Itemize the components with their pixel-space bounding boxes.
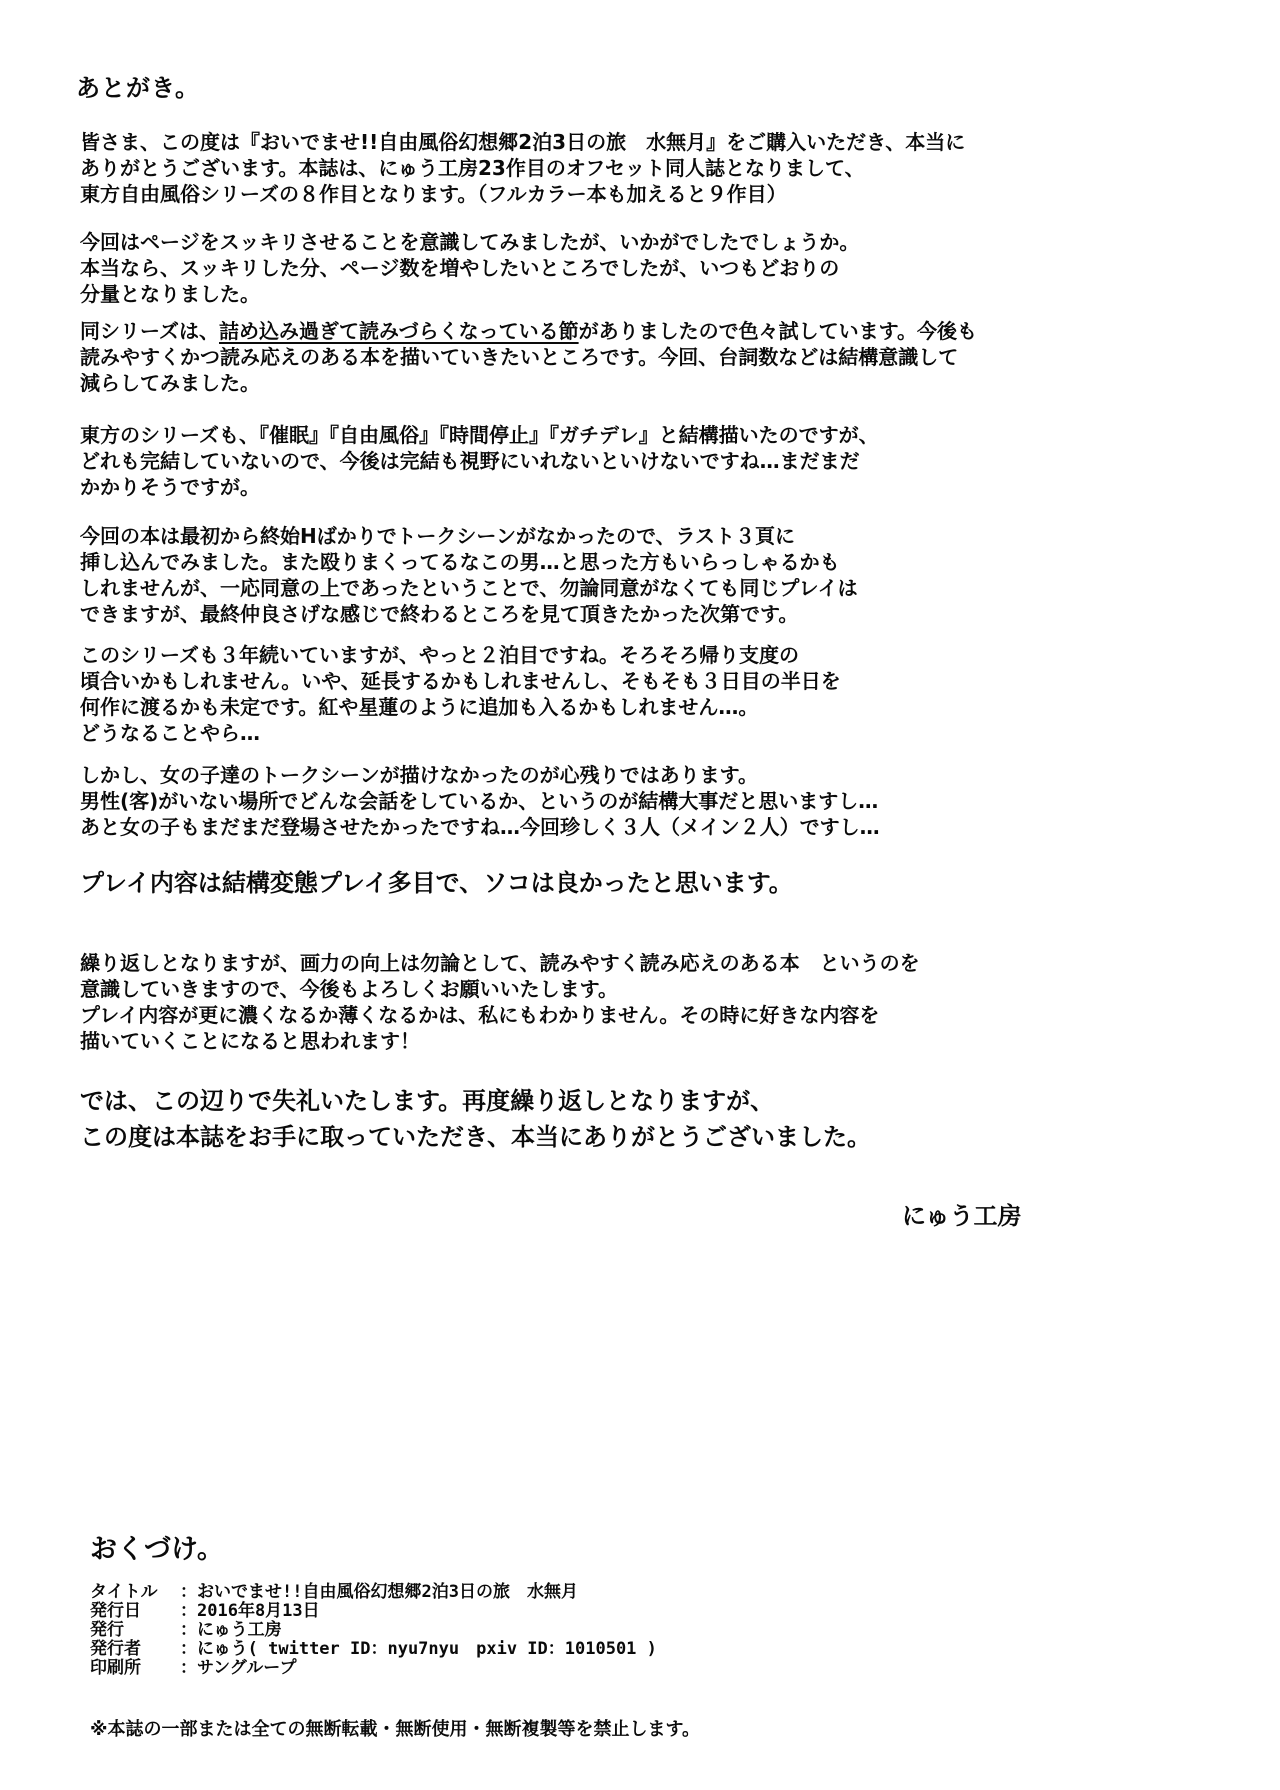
text-line: 皆さま、この度は『おいでませ!!自由風俗幻想郷2泊3日の旅 水無月』をご購入いただき、本当に [80,130,966,154]
text-line: 分量となりました。 [80,282,260,306]
text-line: プレイ内容が更に濃くなるか薄くなるかは、私にもわかりません。その時に好きな内容を [80,1003,880,1027]
colophon-row [90,1659,657,1678]
text-line: 東方自由風俗シリーズの８作目となります。（フルカラー本も加えると９作目） [80,182,787,206]
text-line: 何作に渡るかも未定です。紅や星蓮のように追加も入るかもしれません…。 [80,695,759,719]
colophon-value: ：おいでませ!!自由風俗幻想郷2泊3日の旅 水無月 [180,1582,578,1602]
colophon-value: ：にゅう工房 [180,1620,282,1640]
closing-paragraph [80,1083,871,1155]
afterword-paragraph-6 [80,642,841,746]
afterword-paragraph-5 [80,523,858,627]
text-line: 減らしてみました。 [80,371,260,395]
text-line: ありがとうございます。本誌は、にゅう工房23作目のオフセット同人誌となりまして、 [80,156,865,180]
colophon-label: タイトル [90,1582,158,1602]
text-line: 意識していきますので、今後もよろしくお願いいたします。 [80,977,618,1001]
afterword-heading: あとがき。 [76,74,201,102]
colophon-label: 発行日 [90,1601,141,1621]
copyright-notice: ※本誌の一部または全ての無断転載・無断使用・無断複製等を禁止します。 [90,1719,701,1740]
colophon-row [90,1602,657,1621]
text-line: しかし、女の子達のトークシーンが描けなかったのが心残りではあります。 [80,763,758,787]
text-line: しれませんが、一応同意の上であったということで、勿論同意がなくても同じプレイは [80,576,858,600]
colophon-label: 発行者 [90,1639,141,1659]
text-line: どうなることやら… [80,721,260,745]
text-line: 今回の本は最初から終始Hばかりでトークシーンがなかったので、ラスト３頁に [80,524,795,548]
text-line: 今回はページをスッキリさせることを意識してみましたが、いかがでしたでしょうか。 [80,230,860,254]
text-line: 東方のシリーズも、『催眠』『自由風俗』『時間停止』『ガチデレ』と結構描いたのですが、 [80,423,879,447]
colophon-value: ：サングループ [180,1658,297,1678]
text-line: できますが、最終仲良さげな感じで終わるところを見て頂きたかった次第です。 [80,602,799,626]
text-line: かかりそうですが。 [80,475,260,499]
text-line: 頃合いかもしれません。いや、延長するかもしれませんし、そもそも３日目の半日を [80,669,841,693]
colophon-value: ：にゅう( twitter ID：nyu7nyu pxiv ID：1010501 ) [180,1639,657,1659]
text-line: 男性(客)がいない場所でどんな会話をしているか、というのが結構大事だと思いますし… [80,789,879,813]
text-line: あと女の子もまだまだ登場させたかったですね…今回珍しく３人（メイン２人）ですし… [80,815,880,839]
colophon-row [90,1621,657,1640]
underlined-phrase: 詰め込み過ぎて読みづらくなっている節 [219,319,579,343]
author-signature: にゅう工房 [902,1202,1022,1230]
afterword-paragraph-1 [80,129,965,207]
colophon-row [90,1583,657,1602]
text-line: 読みやすくかつ読み応えのある本を描いていきたいところです。今回、台詞数などは結構意識して [80,345,959,369]
colophon-row [90,1640,657,1659]
afterword-paragraph-2 [80,229,859,307]
text-line: 本当なら、スッキリした分、ページ数を増やしたいところでしたが、いつもどおりの [80,256,840,280]
colophon-label: 発行 [90,1620,124,1640]
text-segment: 同シリーズは、 [80,319,219,343]
text-line: 挿し込んでみました。また殴りまくってるなこの男…と思った方もいらっしゃるかも [80,550,840,574]
text-line: 描いていくことになると思われます！ [80,1029,420,1053]
colophon-label: 印刷所 [90,1658,141,1678]
emphasis-line: プレイ内容は結構変態プレイ多目で、ソコは良かったと思います。 [80,869,793,897]
text-line: 繰り返しとなりますが、画力の向上は勿論として、読みやすく読み応えのある本 というのを [80,951,920,975]
afterword-paragraph-8 [80,950,920,1054]
text-line: では、この辺りで失礼いたします。再度繰り返しとなりますが、 [80,1087,775,1115]
colophon-heading: おくづけ。 [90,1534,224,1565]
colophon-value: ：2016年8月13日 [180,1601,320,1621]
colophon-table [90,1583,657,1678]
afterword-paragraph-7 [80,762,880,840]
text-line: このシリーズも３年続いていますが、やっと２泊目ですね。そろそろ帰り支度の [80,643,799,667]
text-segment: がありましたので色々試しています。今後も [578,319,978,343]
afterword-paragraph-3 [80,318,977,396]
text-line [80,318,977,344]
afterword-paragraph-4 [80,422,879,500]
text-line: どれも完結していないので、今後は完結も視野にいれないといけないですね…まだまだ [80,449,860,473]
text-line: この度は本誌をお手に取っていただき、本当にありがとうございました。 [80,1123,872,1151]
